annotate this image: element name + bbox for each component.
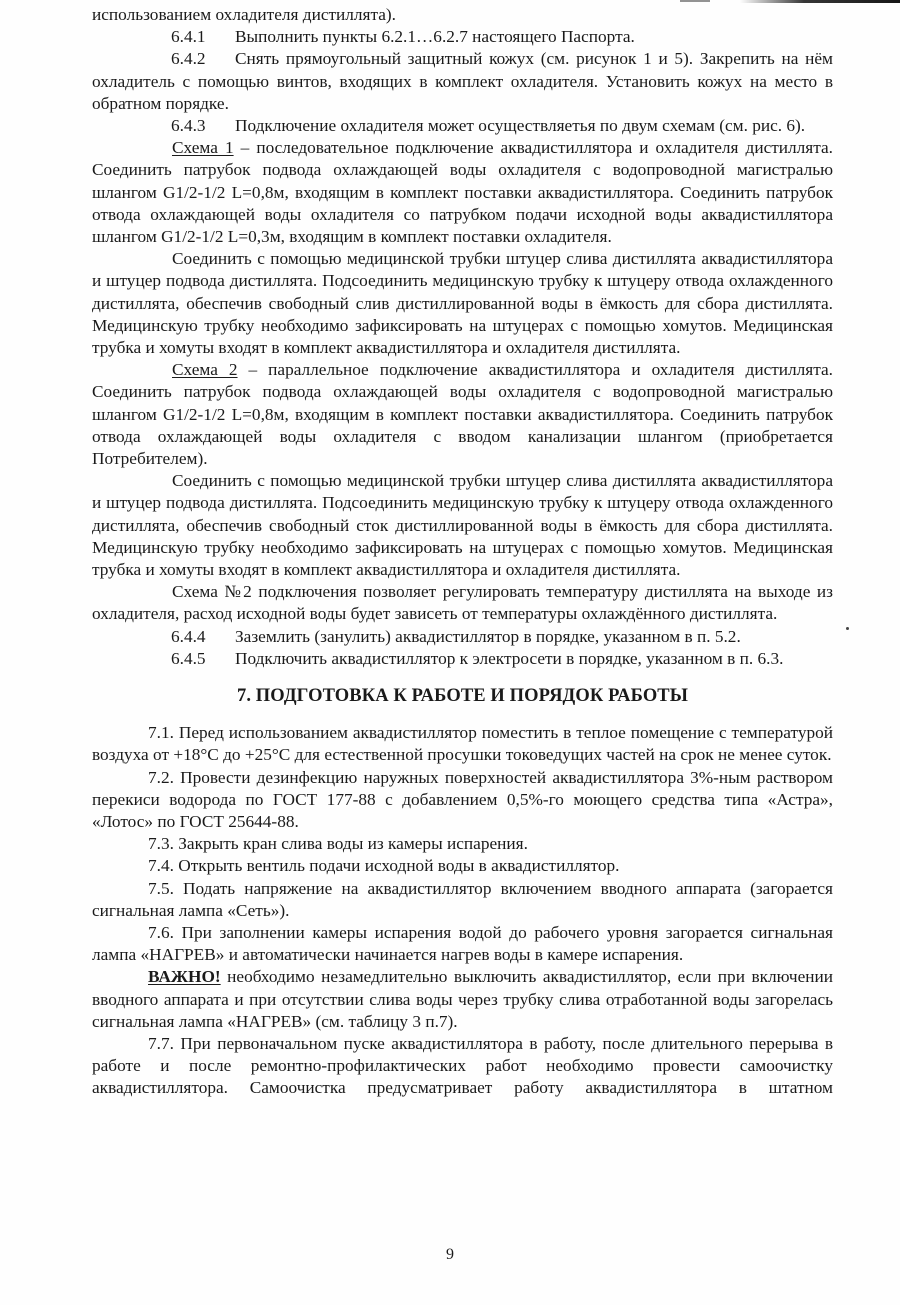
section-7-heading: 7. ПОДГОТОВКА К РАБОТЕ И ПОРЯДОК РАБОТЫ — [236, 686, 689, 707]
item-7-4 — [92, 855, 833, 877]
item-7-7 — [92, 1033, 833, 1100]
scan-artifact — [680, 0, 710, 2]
paragraph-continuation: использованием охладителя дистиллята). — [92, 5, 396, 24]
item-number: 6.4.2 — [171, 49, 206, 69]
document-body — [92, 4, 833, 1100]
item-7-5 — [92, 878, 833, 922]
item-number: 7.1. — [148, 723, 174, 743]
item-number: 6.4.1 — [171, 27, 206, 47]
scan-artifact — [740, 0, 900, 3]
scan-speck — [846, 627, 849, 630]
scheme-2-note-paragraph: Схема №2 подключения позволяет регулировать температуру дистиллята на выходе из охладителя, расход исходной воды будет зависеть от температуры охлаждённого дистиллята. — [92, 582, 833, 624]
scheme-2-label: Схема 2 — [172, 360, 238, 380]
scheme-1-text: – последовательное подключение аквадистиллятора и охладителя дистиллята. Соединить патрубок подвода охлаждающей воды охладителя с водопроводной магистралью шлангом G1/2-1/2 L=0,8м, входящим в комплект поставки аквадистиллятора. Соединить патрубок отвода охлаждающей воды охладителя со патрубком подачи исходной воды аквадистиллятора шлангом G1/2-1/2 L=0,3м, входящим в комплект поставки охладителя. — [92, 138, 833, 247]
item-text: Подключение охладителя может осуществляетья по двум схемам (см. рис. 6). — [235, 116, 806, 136]
item-text: При заполнении камеры испарения водой до рабочего уровня загорается сигнальная лампа «НАГРЕВ» и автоматически начинается нагрев воды в камере испарения. — [92, 922, 833, 965]
item-text: Выполнить пункты 6.2.1…6.2.7 настоящего Паспорта. — [235, 27, 635, 47]
scheme-1-paragraph — [92, 137, 833, 248]
item-text: Перед использованием аквадистиллятор поместить в теплое помещение с температурой воздуха от +18°С до +25°С для естественной просушки токоведущих частей на срок не менее суток. — [92, 723, 833, 765]
item-number: 7.7. — [148, 1033, 174, 1053]
item-6-4-4 — [92, 626, 833, 648]
item-text: Подключить аквадистиллятор к электросети в порядке, указанном в п. 6.3. — [235, 648, 784, 668]
item-6-4-3 — [92, 115, 833, 137]
item-6-4-2 — [92, 48, 833, 115]
scheme-2-text: – параллельное подключение аквадистиллятора и охладителя дистиллята. Соединить патрубок подвода охлаждающей воды охладителя с водопроводной магистралью шлангом G1/2-1/2 L=0,8м, входящим в комплект поставки аквадистиллятора. Соединить патрубок отвода охлаждающей воды охладителя с вводом канализации шлангом (приобретается Потребителем). — [92, 360, 834, 469]
scheme-1-connect-paragraph: Соединить с помощью медицинской трубки штуцер слива дистиллята аквадистиллятора и штуцер подвода дистиллята. Подсоединить медицинскую трубку к штуцеру отвода охлажденного дистиллята, обеспечив свободный слив дистиллированной воды в ёмкость для сбора дистиллята. Медицинскую трубку необходимо зафиксировать на штуцерах с помощью хомутов. Медицинская трубка и хомуты входят в комплект аквадистиллятора и охладителя дистиллята. — [92, 249, 833, 358]
item-text: Открыть вентиль подачи исходной воды в аквадистиллятор. — [178, 856, 620, 876]
scheme-2-connect-paragraph: Соединить с помощью медицинской трубки штуцер слива дистиллята аквадистиллятора и штуцер подвода дистиллята. Подсоединить медицинскую трубку к штуцеру отвода охлажденного дистиллята, обеспечив свободный сток дистиллированной воды в ёмкость для сбора дистиллята. Медицинскую трубку необходимо зафиксировать на штуцерах с помощью хомутов. Медицинская трубка и хомуты входят в комплект аквадистиллятора и охладителя дистиллята. — [92, 471, 833, 580]
item-text: Провести дезинфекцию наружных поверхностей аквадистиллятора 3%-ным раствором перекиси водорода по ГОСТ 177-88 с добавлением 0,5%-го моющего средства типа «Астра», «Лотос» по ГОСТ 25644-88. — [92, 767, 833, 831]
item-text: Подать напряжение на аквадистиллятор включением вводного аппарата (загорается сигнальная лампа «Сеть»). — [92, 878, 833, 920]
warning-label: ВАЖНО! — [148, 967, 221, 987]
item-7-1 — [92, 722, 833, 766]
item-number: 7.2. — [148, 767, 174, 787]
item-number: 6.4.5 — [171, 648, 206, 668]
page-number: 9 — [446, 1246, 454, 1263]
item-number: 7.5. — [148, 878, 174, 898]
item-number: 7.3. — [148, 834, 174, 854]
item-text: При первоначальном пуске аквадистиллятора в работу, после длительного перерыва в работе и после ремонтно-профилактических работ необходимо провести самоочистку аквадистиллятора. Самоочистка предусматривает работу аквадистиллятора в штатном — [92, 1033, 833, 1098]
item-7-2 — [92, 767, 833, 834]
warning-text: необходимо незамедлительно выключить аквадистиллятор, если при включении вводного аппарата и при отсутствии слива воды через трубку слива отработанной воды загорелась сигнальная лампа «НАГРЕВ» (см. таблицу 3 п.7). — [92, 967, 833, 1031]
item-number: 6.4.4 — [171, 626, 206, 646]
item-number: 6.4.3 — [171, 116, 206, 136]
item-text: Снять прямоугольный защитный кожух (см. рисунок 1 и 5). Закрепить на нём охладитель с помощью винтов, входящих в комплект охладителя. Установить кожух на место в обратном порядке. — [92, 49, 833, 113]
item-6-4-5 — [92, 648, 833, 670]
item-6-4-1 — [92, 26, 833, 48]
item-number: 7.4. — [148, 856, 174, 876]
item-number: 7.6. — [148, 922, 174, 942]
scheme-1-label: Схема 1 — [172, 138, 234, 158]
item-text: Заземлить (занулить) аквадистиллятор в порядке, указанном в п. 5.2. — [235, 626, 741, 646]
item-7-6 — [92, 922, 833, 966]
warning-paragraph — [92, 966, 833, 1033]
item-7-3 — [92, 833, 833, 855]
item-text: Закрыть кран слива воды из камеры испарения. — [178, 834, 528, 854]
scheme-2-paragraph — [92, 359, 833, 470]
